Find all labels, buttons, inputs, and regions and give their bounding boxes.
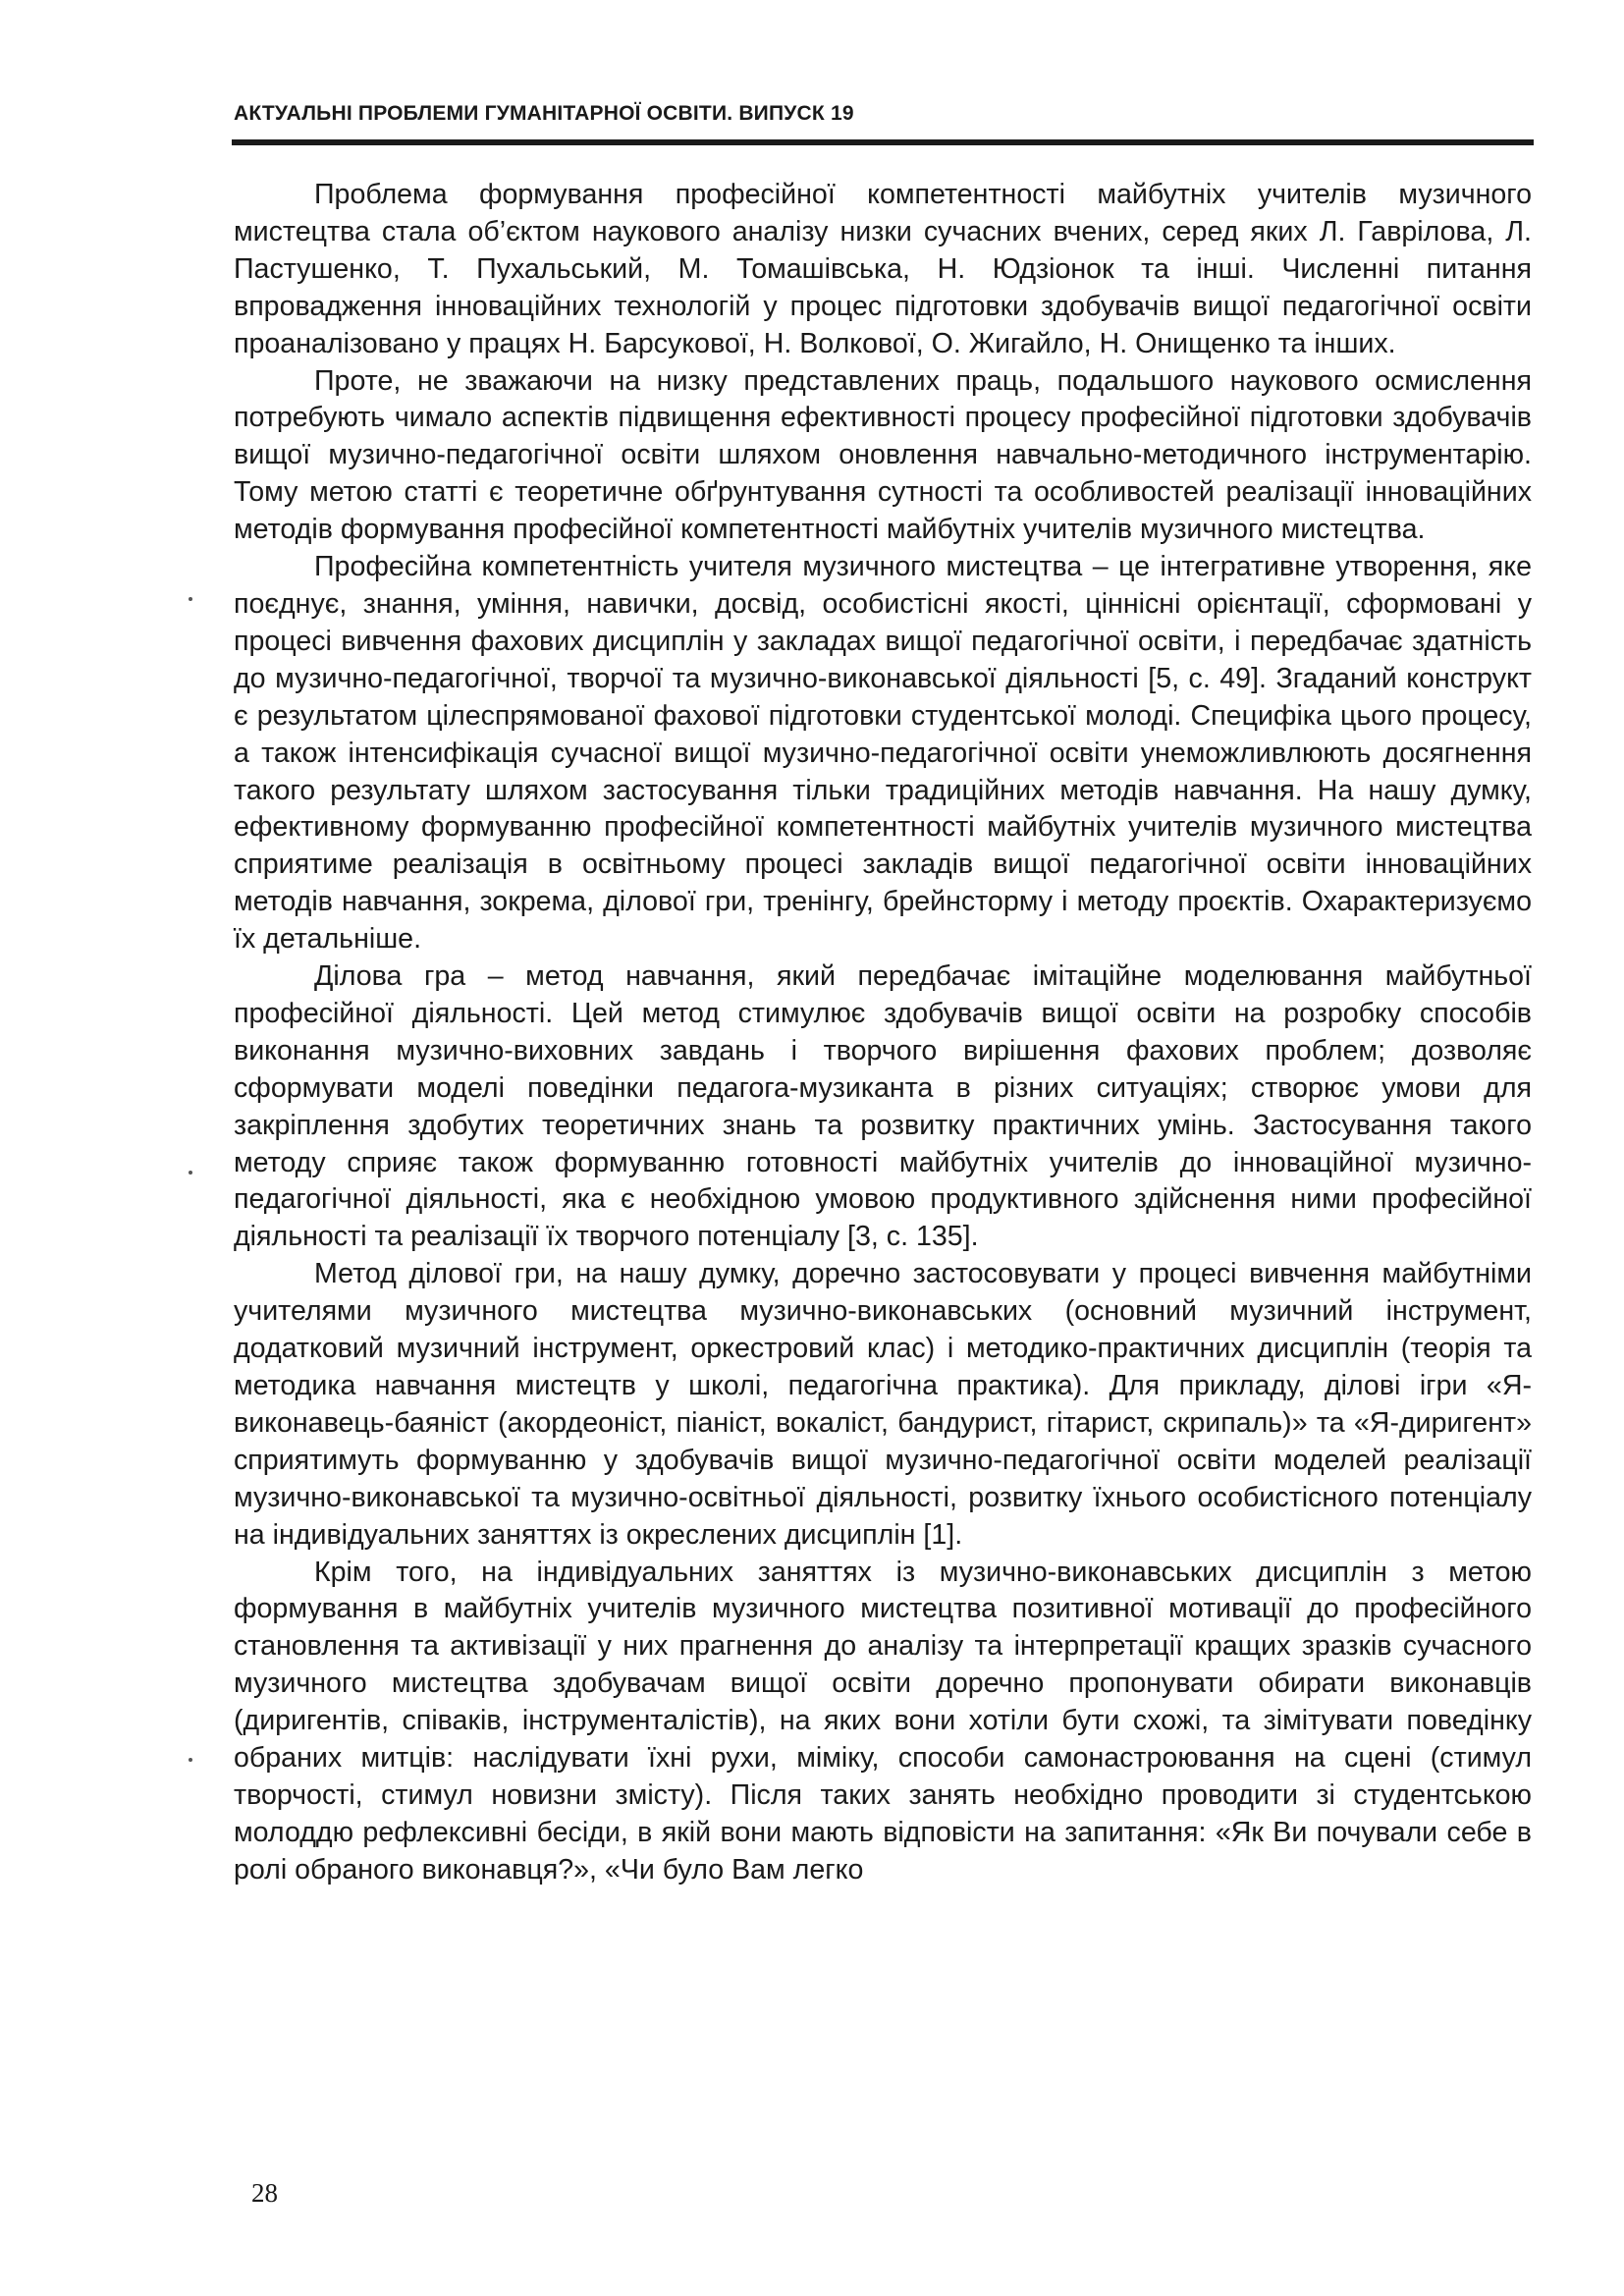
scan-speck [189,597,192,601]
scan-speck [189,1171,192,1175]
paragraph: Проблема формування професійної компетентності майбутніх учителів музичного мистецтва стала об’єктом наукового аналізу низки сучасних вчених, серед яких Л. Гаврілова, Л. Пастушенко, Т. Пухальський, М. Томашівська, Н. Юдзіонок та інші. Численні питання впровадження інноваційних технологій у процес підготовки здобувачів вищої педагогічної освіти проаналізовано у працях Н. Барсукової, Н. Волкової, О. Жигайло, Н. Онищенко та інших. [234,179,1532,359]
page-number: 28 [251,2178,278,2208]
paragraph: Ділова гра – метод навчання, який передбачає імітаційне моделювання майбутньої професійної діяльності. Цей метод стимулює здобувачів вищої освіти на розробку способів виконання музично-виховних завдань і творчого вирішення фахових проблем; дозволяє сформувати моделі поведінки педагога-музиканта в різних ситуаціях; створює умови для закріплення здобутих теоретичних знань та розвитку практичних умінь. Застосування такого методу сприяє також формуванню готовності майбутніх учителів до інноваційної музично-педагогічної діяльності, яка є необхідною умовою продуктивного здійснення ними професійної діяльності та реалізації їх творчого потенціалу [3, с. 135]. [234,960,1532,1253]
scan-speck [189,1758,192,1762]
paragraph: Проте, не зважаючи на низку представлених праць, подальшого наукового осмислення потребують чимало аспектів підвищення ефективності процесу професійної підготовки здобувачів вищої музично-педагогічної освіти шляхом оновлення навчально-методичного інструментарію. Тому метою статті є теоретичне обґрунтування сутності та особливостей реалізації інноваційних методів формування професійної компетентності майбутніх учителів музичного мистецтва. [234,364,1532,546]
paragraph: Крім того, на індивідуальних заняттях із музично-виконавських дисциплін з метою формування в майбутніх учителів музичного мистецтва позитивної мотивації до професійного становлення та активізації у них прагнення до аналізу та інтерпретації кращих зразків сучасного музичного мистецтва здобувачам вищої освіти доречно пропонувати обирати виконавців (диригентів, співаків, інструменталістів), на яких вони хотіли бути схожі, та зімітувати поведінку обраних митців: наслідувати їхні рухи, міміку, способи самонастроювання на сцені (стимул творчості, стимул новизни змісту). Після таких занять необхідно проводити зі студентською молоддю рефлексивні бесіди, в якій вони мають відповісти на запитання: «Як Ви почували себе в ролі обраного виконавця?», «Чи було Вам легко [234,1556,1532,1886]
paragraph: Метод ділової гри, на нашу думку, доречно застосовувати у процесі вивчення майбутніми учителями музичного мистецтва музично-виконавських (основний музичний інструмент, додатковий музичний інструмент, оркестровий клас) і методико-практичних дисциплін (теорія та методика навчання мистецтв у школі, педагогічна практика). Для прикладу, ділові ігри «Я-виконавець-баяніст (акордеоніст, піаніст, вокаліст, бандурист, гітарист, скрипаль)» та «Я-диригент» сприятимуть формуванню у здобувачів вищої музично-педагогічної освіти моделей реалізації музично-виконавської та музично-освітньої діяльності, розвитку їхнього особистісного потенціалу на індивідуальних заняттях із окреслених дисциплін [1]. [234,1258,1532,1551]
paragraph: Професійна компетентність учителя музичного мистецтва – це інтегративне утворення, яке поєднує, знання, уміння, навички, досвід, особистісні якості, ціннісні орієнтації, сформовані у процесі вивчення фахових дисциплін у закладах вищої педагогічної освіти, і передбачає здатність до музично-педагогічної, творчої та музично-виконавської діяльності [5, с. 49]. Згаданий конструкт є результатом цілеспрямованої фахової підготовки студентської молоді. Специфіка цього процесу, а також інтенсифікація сучасної вищої музично-педагогічної освіти унеможливлюють досягнення такого результату шляхом застосування тільки традиційних методів навчання. На нашу думку, ефективному формуванню професійної компетентності майбутніх учителів музичного мистецтва сприятиме реалізація в освітньому процесі закладів вищої педагогічної освіти інноваційних методів навчання, зокрема, ділової гри, тренінгу, брейнсторму і методу проєктів. Охарактеризуємо їх детальніше. [234,551,1532,956]
article-body [234,177,1532,1889]
running-header: АКТУАЛЬНІ ПРОБЛЕМИ ГУМАНІТАРНОЇ ОСВІТИ. ВИПУСК 19 [234,102,854,125]
header-rule [232,139,1534,145]
